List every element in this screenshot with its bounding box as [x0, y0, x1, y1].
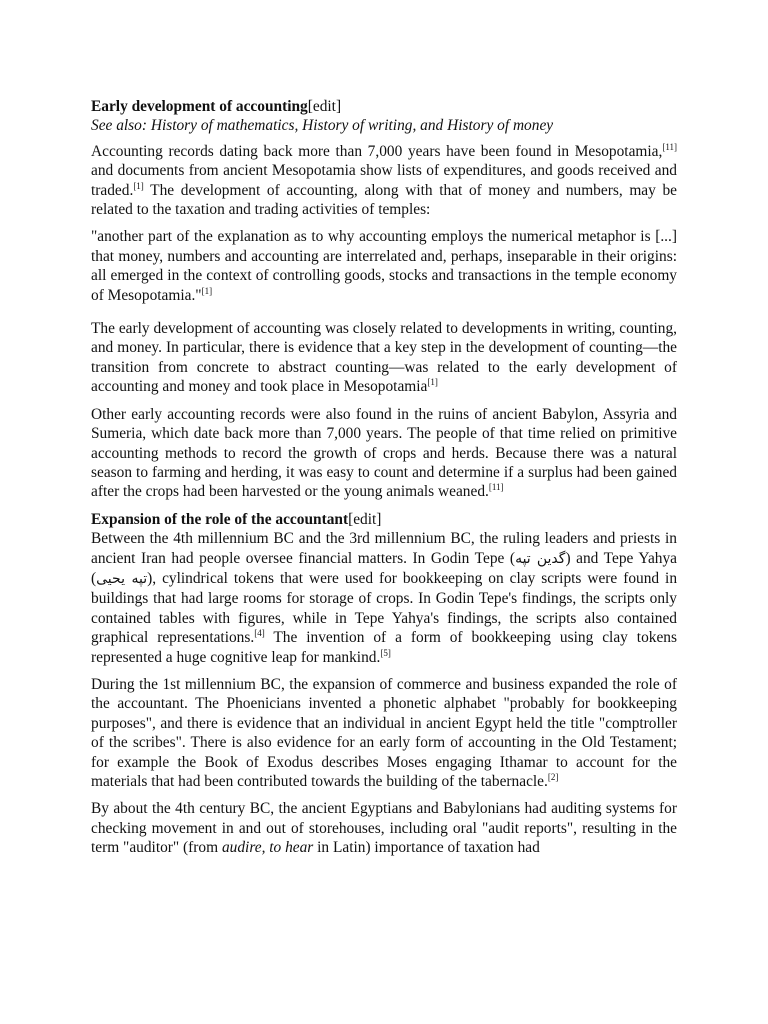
section-heading-expansion — [91, 510, 677, 529]
citation-link[interactable]: [1] — [427, 377, 438, 388]
edit-link[interactable]: [edit] — [307, 98, 342, 115]
section-heading-early-development — [91, 97, 677, 116]
citation-link[interactable]: [11] — [662, 141, 677, 152]
see-also-note: See also: History of mathematics, History of writing, and History of money — [91, 117, 554, 135]
paragraph-auditing: By about the 4th century BC, the ancient Egyptians and Babylonians had auditing systems for checking movement in and out of storehouses, including oral "audit reports", resulting in the term "auditor" (from audire, to hear in Latin) importance of taxation had — [91, 800, 677, 857]
paragraph-counting: The early development of accounting was closely related to developments in writing, counting, and money. In particular, there is evidence that a key step in the development of counting—the transition from concrete to abstract counting—was related to the early development of accounting and money and took place in Mesopotamia[1] — [91, 320, 677, 396]
citation-link[interactable]: [4] — [254, 628, 265, 639]
citation-link[interactable]: [5] — [380, 647, 391, 658]
persian-godin-tepe: گدین تپه — [515, 550, 566, 567]
paragraph-mesopotamia: Accounting records dating back more than 7,000 years have been found in Mesopotamia,[11] and documents from ancient Mesopotamia show lists of expenditures, and goods received and traded.[1] The development of accounting, along with that of money and numbers, may be related to the taxation and trading activities of temples: — [91, 141, 677, 219]
section-title: Early development of accounting — [91, 98, 308, 115]
persian-tepe-yahya: تپه یحیی — [96, 570, 148, 587]
paragraph-babylon: Other early accounting records were also found in the ruins of ancient Babylon, Assyria and Sumeria, which date back more than 7,000 years. The people of that time relied on primitive accounting methods to record the growth of crops and herds. Because there was a natural season to farming and herding, it was easy to count and determine if a surplus had been gained after the crops had been harvested or the young animals weaned.[11] — [91, 405, 677, 501]
citation-link[interactable]: [11] — [488, 482, 504, 493]
block-quote: "another part of the explanation as to why accounting employs the numerical metaphor is [...] that money, numbers and accounting are interrelated and, perhaps, inseparable in their origins: all emerged in the context of controlling goods, stocks and transactions in the temple economy of Mesopotamia."[1] — [91, 228, 677, 304]
paragraph-first-millennium: During the 1st millennium BC, the expansion of commerce and business expanded the role of the accountant. The Phoenicians invented a phonetic alphabet "probably for bookkeeping purposes", and there is evidence that an individual in ancient Egypt held the title "comptroller of the scribes". There is also evidence for an early form of accounting in the Old Testament; for example the Book of Exodus describes Moses engaging Ithamar to account for the materials that had been contributed towards the building of the tabernacle.[2] — [91, 675, 677, 790]
paragraph-iran: Between the 4th millennium BC and the 3rd millennium BC, the ruling leaders and priests in ancient Iran had people oversee financial matters. In Godin Tepe (گدین تپه) and Tepe Yahya (تپه یحیی), cylindrical tokens that were used for bookkeeping on clay scripts were found in buildings that had large rooms for storage of crops. In Godin Tepe's findings, the scripts only contained tables with figures, while in Tepe Yahya's findings, the scripts also contained graphical representations.[4] The invention of a form of bookkeeping using clay tokens represented a huge cognitive leap for mankind.[5] — [91, 530, 678, 666]
article-body — [91, 97, 677, 866]
edit-link[interactable]: [edit] — [348, 510, 382, 528]
citation-link[interactable]: [1] — [133, 180, 144, 191]
citation-link[interactable]: [1] — [201, 285, 213, 296]
citation-link[interactable]: [2] — [547, 771, 559, 782]
section-title: Expansion of the role of the accountant — [91, 510, 349, 528]
latin-term: audire, to hear — [221, 839, 314, 857]
